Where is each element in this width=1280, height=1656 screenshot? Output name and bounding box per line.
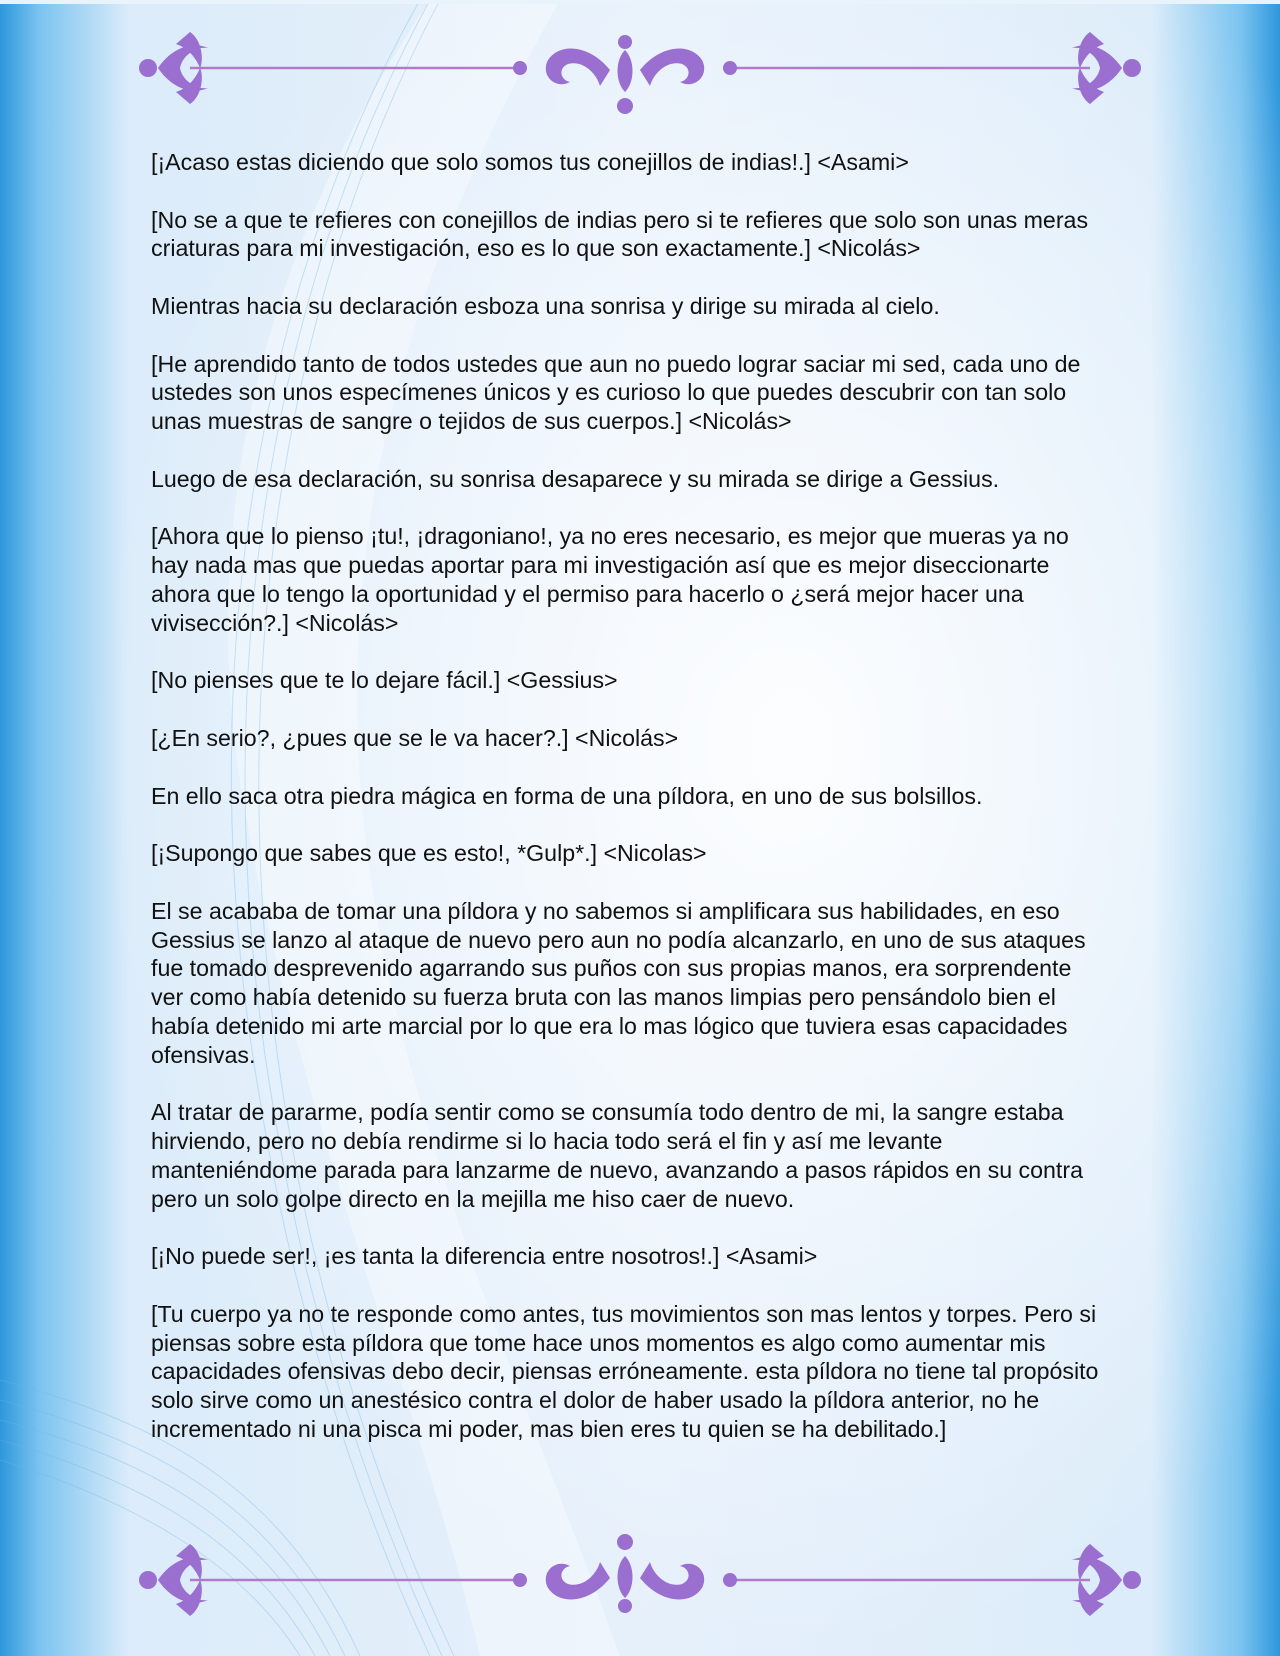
paragraph: Luego de esa declaración, su sonrisa desaparece y su mirada se dirige a Gessius. <box>151 465 1000 492</box>
flourish-ornament-bottom <box>130 1528 1150 1628</box>
paragraph: [No pienses que te lo dejare fácil.] <Gessius> <box>151 667 618 694</box>
paragraph: Al tratar de pararme, podía sentir como se consumía todo dentro de mi, la sangre estaba hirviendo, pero no debía rendirme si lo hacia todo será el fin y así me levante manteniéndome parada para lanzarme de nuevo, avanzando a pasos rápidos en su contra pero un solo golpe directo en la mejilla me hiso caer de nuevo. <box>151 1099 1083 1212</box>
paragraph: [He aprendido tanto de todos ustedes que aun no puedo lograr saciar mi sed, cada uno de ustedes son unos especímenes únicos y es curioso lo que puedes descubrir con tan solo unas muestras de sangre o tejidos de sus cuerpos.] <Nicolás> <box>151 350 1081 435</box>
story-text <box>151 148 1101 1473</box>
paragraph: [Ahora que lo pienso ¡tu!, ¡dragoniano!, ya no eres necesario, es mejor que mueras ya no hay nada mas que puedas aportar para mi investigación así que es mejor diseccionarte ahora que lo tengo la oportunidad y el permiso para hacerlo o ¿será mejor hacer una vivisección?.] <Nicolás> <box>151 523 1069 636</box>
paragraph: [No se a que te refieres con conejillos de indias pero si te refieres que solo son unas meras criaturas para mi investigación, eso es lo que son exactamente.] <Nicolás> <box>151 206 1089 262</box>
flourish-ornament-top <box>130 20 1150 120</box>
paragraph: [¡Acaso estas diciendo que solo somos tus conejillos de indias!.] <Asami> <box>151 149 909 175</box>
paragraph: [Tu cuerpo ya no te responde como antes, tus movimientos son mas lentos y torpes. Pero si piensas sobre esta píldora que tome hace unos momentos es algo como aumentar mis capacidades ofensivas debo decir, piensas erróneamente. esta píldora no tiene tal propósito solo sirve como un anestésico contra el dolor de haber usado la píldora anterior, no he incrementado ni una pisca mi poder, mas bien eres tu quien se ha debilitado.] <box>151 1300 1099 1443</box>
paragraph: El se acababa de tomar una píldora y no sabemos si amplificara sus habilidades, en eso Gessius se lanzo al ataque de nuevo pero aun no podía alcanzarlo, en uno de sus ataques fue tomado desprevenido agarrando sus puños con sus propias manos, era sorprendente ver como había detenido su fuerza bruta con las manos limpias pero pensándolo bien el había detenido mi arte marcial por lo que era lo mas lógico que tuviera esas capacidades ofensivas. <box>151 897 1086 1068</box>
paragraph: En ello saca otra piedra mágica en forma de una píldora, en uno de sus bolsillos. <box>151 782 983 809</box>
paragraph: Mientras hacia su declaración esboza una sonrisa y dirige su mirada al cielo. <box>151 292 940 319</box>
paragraph: [¡No puede ser!, ¡es tanta la diferencia entre nosotros!.] <Asami> <box>151 1243 818 1270</box>
paragraph: [¿En serio?, ¿pues que se le va hacer?.] <Nicolás> <box>151 724 679 751</box>
paragraph: [¡Supongo que sabes que es esto!, *Gulp*.] <Nicolas> <box>151 840 707 867</box>
